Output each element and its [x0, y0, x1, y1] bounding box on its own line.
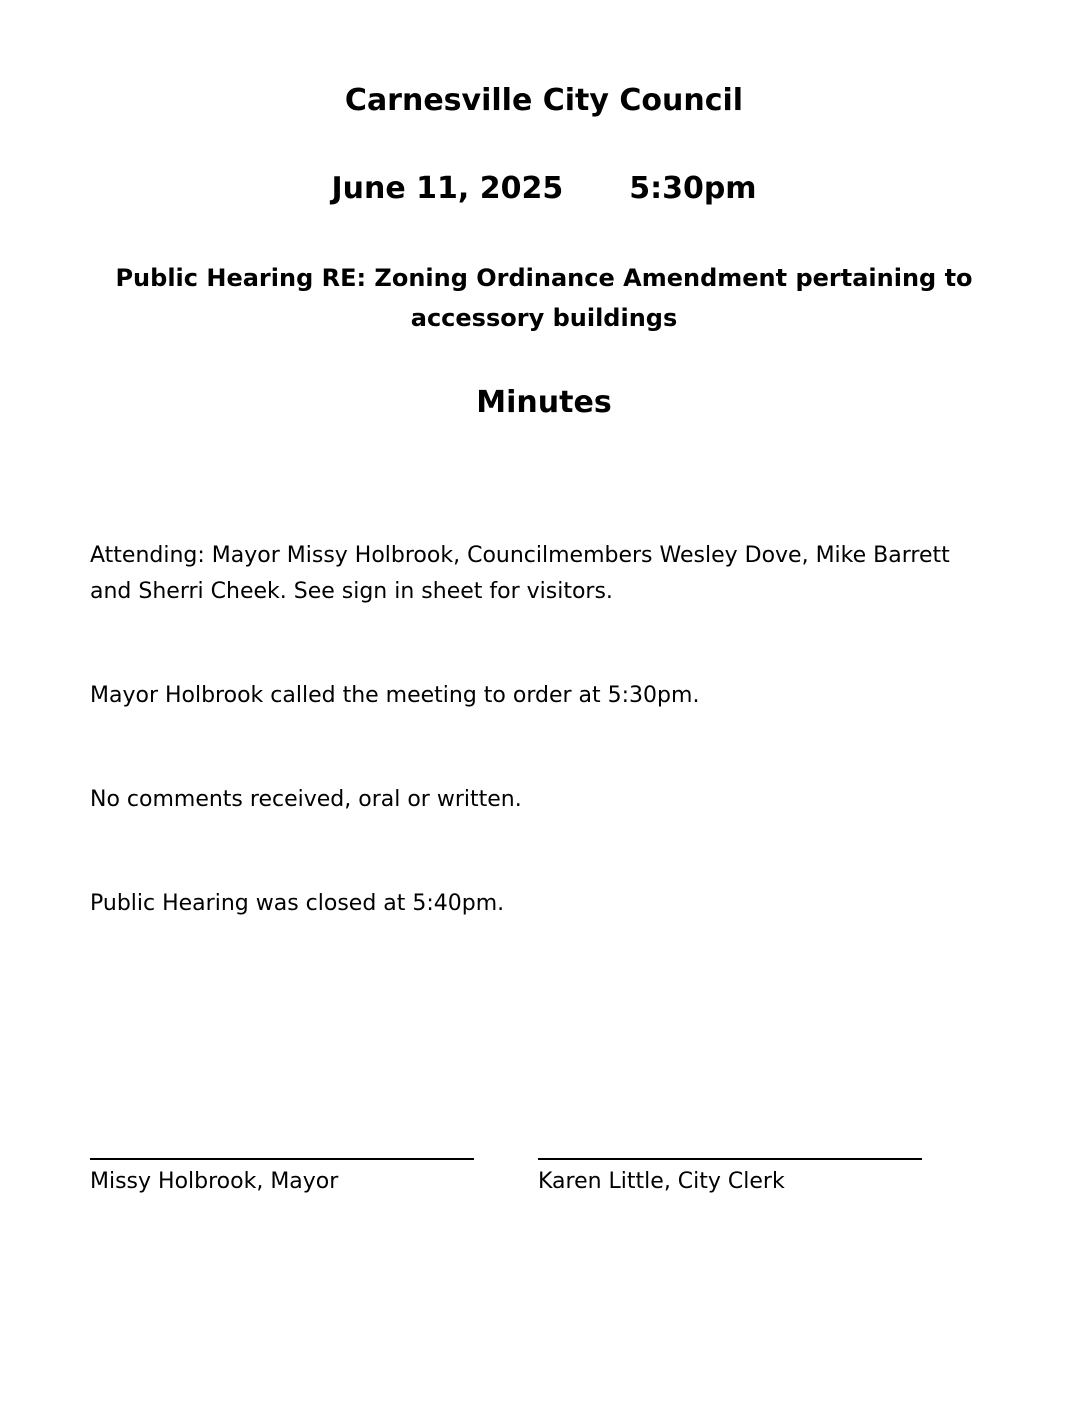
meeting-datetime: [0, 170, 1088, 208]
clerk-signature-name: Karen Little, City Clerk: [538, 1169, 785, 1194]
meeting-time: 5:30pm: [629, 171, 757, 206]
section-heading: Minutes: [476, 385, 612, 420]
meeting-date: June 11, 2025: [331, 171, 564, 206]
mayor-signature-name: Missy Holbrook, Mayor: [90, 1169, 339, 1194]
attendance-paragraph: [90, 538, 1010, 610]
document-title: Carnesville City Council: [344, 83, 744, 118]
comments-paragraph: No comments received, oral or written.: [90, 787, 522, 812]
hearing-subject-line-2: accessory buildings: [410, 304, 678, 332]
attendance-line-1: Attending: Mayor Missy Holbrook, Councilmembers Wesley Dove, Mike Barrett: [90, 543, 950, 568]
clerk-signature-line: [538, 1158, 922, 1160]
hearing-subject: [0, 258, 1088, 338]
mayor-signature-line: [90, 1158, 474, 1160]
attendance-line-2: and Sherri Cheek. See sign in sheet for visitors.: [90, 579, 613, 604]
call-to-order-paragraph: Mayor Holbrook called the meeting to order at 5:30pm.: [90, 683, 700, 708]
hearing-subject-line-1: Public Hearing RE: Zoning Ordinance Amendment pertaining to: [115, 264, 973, 292]
closing-paragraph: Public Hearing was closed at 5:40pm.: [90, 891, 505, 916]
